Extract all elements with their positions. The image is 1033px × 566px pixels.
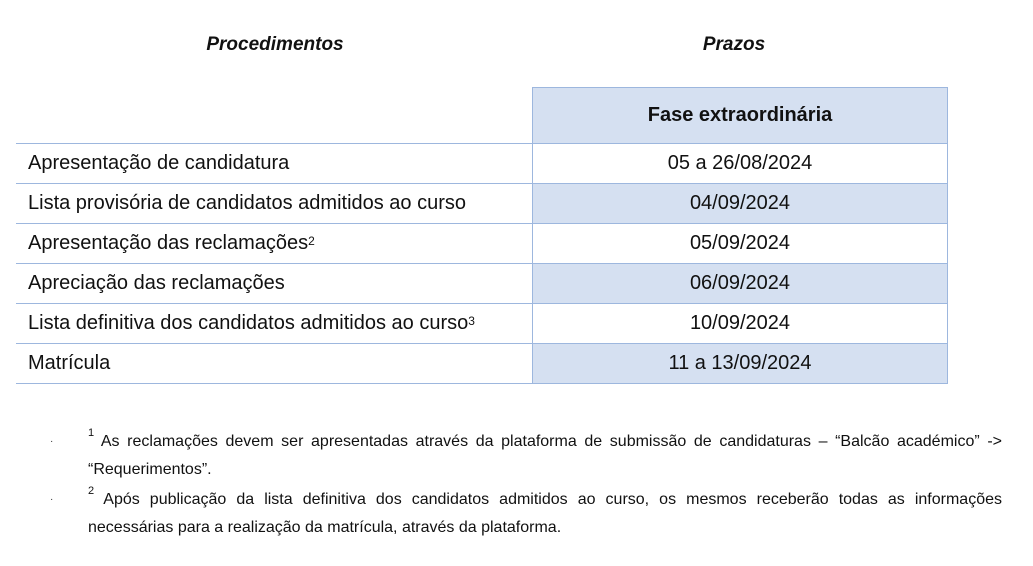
header-fase-extraordinaria: Fase extraordinária (533, 87, 948, 144)
procedure-label: Apresentação de candidatura (28, 152, 290, 174)
procedure-label: Apreciação das reclamações (28, 272, 285, 294)
footnote-number: 1 (88, 426, 95, 439)
column-header-procedimentos: Procedimentos (206, 34, 344, 55)
table-row (16, 184, 948, 224)
footnote-text (88, 486, 1002, 542)
footnote-body: As reclamações devem ser apresentadas através da plataforma de submissão de candidaturas – “Balcão académico” -> “Requerimentos”. (88, 433, 1002, 478)
procedure-cell (16, 344, 533, 384)
procedure-label: Matrícula (28, 352, 111, 374)
procedure-label: Lista provisória de candidatos admitidos ao curso (28, 192, 467, 214)
procedure-label: Lista definitiva dos candidatos admitidos ao curso (28, 312, 469, 334)
bullet-icon: · (50, 436, 54, 447)
footnote-number: 2 (88, 484, 95, 497)
table-row (16, 264, 948, 304)
header-blank-cell (16, 87, 533, 144)
footnote-item (50, 428, 1002, 484)
table-row (16, 224, 948, 264)
footnote-body: Após publicação da lista definitiva dos candidatos admitidos ao curso, os mesmos receberão todas as informações necessárias para a realização da matrícula, através da plataforma. (88, 491, 1002, 536)
procedure-cell (16, 264, 533, 304)
deadline-cell: 05/09/2024 (533, 224, 948, 264)
deadlines-table (16, 87, 948, 384)
table-row (16, 304, 948, 344)
deadline-cell: 05 a 26/08/2024 (533, 144, 948, 184)
table-header-row (16, 87, 948, 144)
procedure-cell (16, 184, 533, 224)
procedure-cell: Lista definitiva dos candidatos admitidos ao curso $^3$ (16, 304, 533, 344)
procedure-label: Apresentação das reclamações (28, 232, 309, 254)
deadline-cell: 11 a 13/09/2024 (533, 344, 948, 384)
footnote-text (88, 428, 1002, 484)
deadline-cell: 04/09/2024 (533, 184, 948, 224)
footnotes (50, 428, 1002, 544)
procedure-cell: Apresentação das reclamações $^2$ (16, 224, 533, 264)
deadline-cell: 06/09/2024 (533, 264, 948, 304)
table-row (16, 144, 948, 184)
table-row (16, 344, 948, 384)
footnote-item (50, 486, 1002, 542)
column-header-prazos: Prazos (702, 34, 766, 55)
deadline-cell: 10/09/2024 (533, 304, 948, 344)
procedure-cell (16, 144, 533, 184)
bullet-icon: · (50, 494, 54, 505)
